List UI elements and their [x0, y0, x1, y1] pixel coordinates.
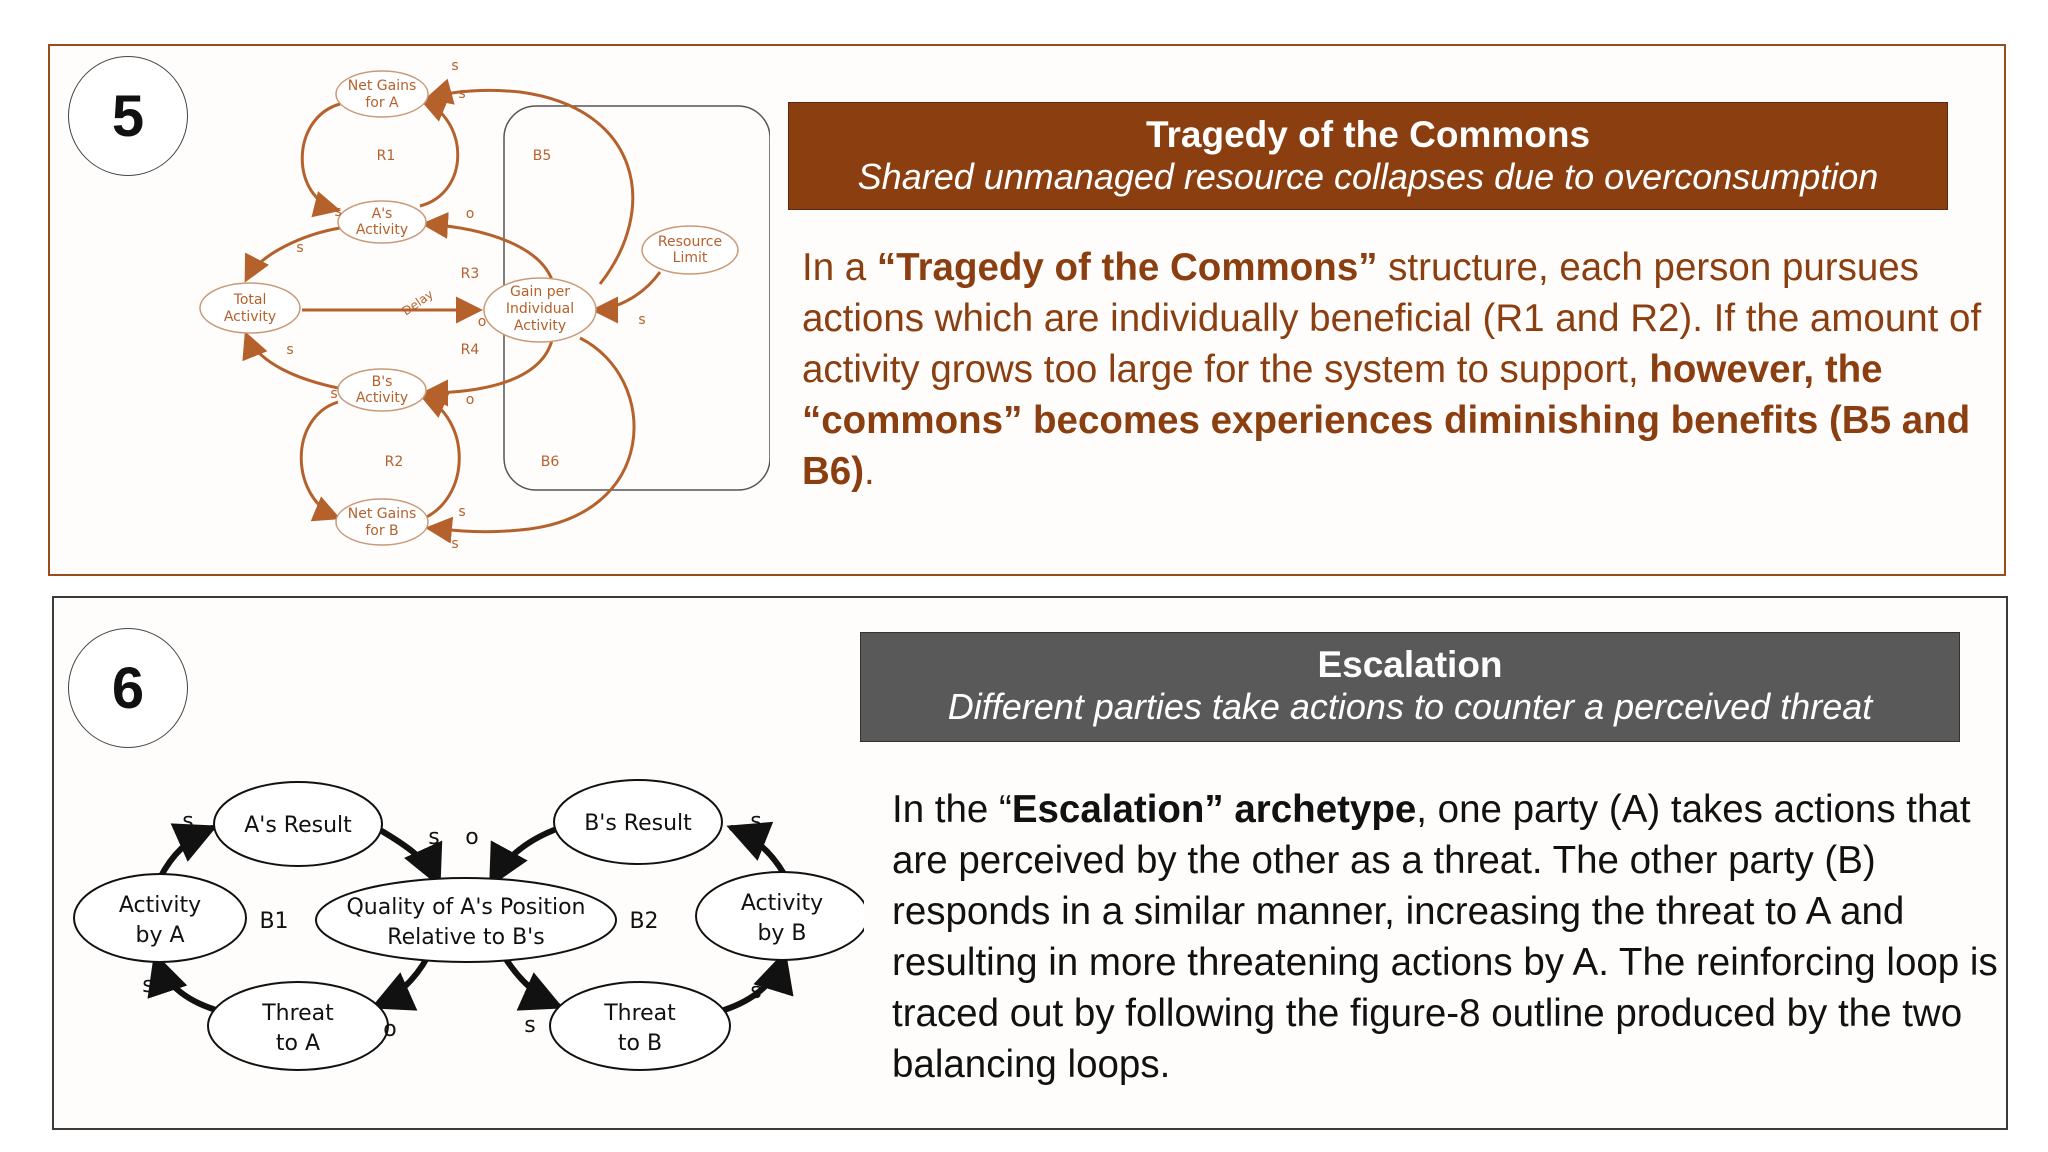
delay-label: Delay	[399, 287, 436, 319]
activity-b-label-2: by B	[757, 921, 807, 946]
pol-10: o	[465, 392, 475, 408]
loop-r1: R1	[376, 148, 396, 164]
b-activity-label-2: Activity	[355, 390, 409, 406]
quality-label-2: Relative to B's	[387, 925, 545, 950]
pol-9: s	[330, 386, 338, 402]
tragedy-title: Tragedy of the Commons	[1145, 114, 1591, 155]
escalation-desc-bold-1: Escalation” archetype	[1011, 788, 1417, 831]
gain-per-label-3: Activity	[513, 318, 567, 334]
total-activity-label-1: Total	[233, 292, 267, 308]
esc-pol-8: s	[750, 979, 762, 1004]
pol-8: s	[286, 342, 294, 358]
net-gains-a-label-2: for A	[365, 95, 399, 111]
link-quality-to-threat-b	[504, 956, 558, 1006]
pol-7: s	[638, 312, 646, 328]
tragedy-desc-part-3: .	[864, 450, 875, 493]
total-activity-label-2: Activity	[223, 309, 277, 325]
pol-3: s	[334, 204, 342, 220]
b-activity-label-1: B's	[371, 374, 393, 390]
link-b-activity-to-net-gains-b	[301, 402, 338, 518]
pol-6: o	[477, 314, 487, 330]
pol-1: s	[451, 58, 459, 74]
tragedy-of-commons-panel	[48, 44, 2006, 576]
esc-pol-4: s	[750, 809, 762, 834]
tragedy-of-commons-diagram	[190, 48, 770, 573]
threat-b-label-2: to B	[617, 1031, 663, 1056]
resource-limit-label-1: Resource	[657, 234, 723, 250]
tragedy-description	[802, 242, 1982, 497]
esc-pol-2: s	[428, 825, 440, 850]
escalation-desc-part-2: , one party (A) takes actions that are perceived by the other as a threat. The other party (B) responds in a similar manner, increasing the threat to A and resulting in more threatening actions by A. The reinforcing loop is traced out by following the figure-8 outline produced by the two balancing loops.	[892, 788, 1998, 1086]
escalation-description	[892, 784, 2012, 1090]
net-gains-b-label-1: Net Gains	[347, 506, 417, 522]
escalation-subtitle: Different parties take actions to counter a perceived threat	[947, 686, 1873, 727]
activity-a-label-1: Activity	[118, 893, 202, 918]
link-a-activity-to-total	[246, 228, 340, 280]
pol-4: o	[465, 206, 475, 222]
threat-a-label-2: to A	[275, 1031, 321, 1056]
link-net-gains-a-to-a-activity	[302, 104, 340, 210]
link-gain-to-b-activity	[424, 340, 552, 393]
panel-number-6: 6	[68, 628, 188, 748]
esc-pol-6: o	[383, 1017, 397, 1042]
pol-12: s	[451, 536, 459, 552]
esc-pol-1: s	[182, 809, 194, 834]
link-a-activity-to-net-gains-a	[420, 100, 458, 206]
escalation-desc-part-1: In the “	[892, 788, 1012, 831]
pol-11: s	[458, 504, 466, 520]
tragedy-desc-part-2: structure, each person pursues actions which are individually beneficial (R1 and R2). If the amount of activity grows too large for the system to support,	[802, 246, 1982, 391]
link-threat-a-to-activity-a	[156, 958, 216, 1010]
activity-b-label-1: Activity	[740, 891, 824, 916]
link-quality-to-threat-a	[376, 956, 428, 1006]
tragedy-desc-bold-2: however, the “commons” becomes experiences diminishing benefits (B5 and B6)	[802, 348, 1971, 493]
gain-per-label-2: Individual	[505, 301, 575, 317]
pol-2: s	[458, 86, 466, 102]
loop-b1: B1	[259, 909, 289, 934]
loop-b5: B5	[532, 148, 552, 164]
tragedy-desc-bold-1: “Tragedy of the Commons”	[876, 246, 1378, 289]
link-gain-to-net-gains-b-b6	[428, 338, 634, 532]
esc-pol-7: s	[524, 1013, 536, 1038]
link-gain-to-a-activity	[424, 224, 552, 280]
link-activity-a-to-a-result	[160, 828, 212, 878]
b-result-label: B's Result	[584, 811, 692, 836]
a-activity-label-2: Activity	[355, 222, 409, 238]
resource-limit-label-2: Limit	[672, 250, 708, 266]
loop-b6: B6	[540, 454, 560, 470]
threat-to-b-node	[550, 982, 730, 1070]
link-b-result-to-quality	[492, 830, 554, 882]
loop-b2: B2	[629, 909, 659, 934]
escalation-diagram	[64, 770, 864, 1120]
quality-label-1: Quality of A's Position	[346, 895, 586, 920]
tragedy-title-banner	[788, 102, 1948, 210]
activity-a-label-2: by A	[135, 923, 185, 948]
threat-to-a-node	[208, 982, 388, 1070]
pol-5: s	[296, 240, 304, 256]
a-result-label: A's Result	[244, 813, 352, 838]
net-gains-b-label-2: for B	[365, 523, 399, 539]
total-activity-node	[200, 283, 300, 333]
tragedy-subtitle: Shared unmanaged resource collapses due to overconsumption	[857, 156, 1879, 197]
threat-b-label-1: Threat	[604, 1001, 676, 1026]
esc-pol-3: o	[465, 825, 479, 850]
threat-a-label-1: Threat	[262, 1001, 334, 1026]
link-activity-b-to-b-result	[732, 828, 784, 874]
net-gains-a-label-1: Net Gains	[347, 78, 417, 94]
loop-r3: R3	[460, 266, 480, 282]
a-activity-label-1: A's	[371, 206, 393, 222]
panel-number-5: 5	[68, 56, 188, 176]
escalation-panel	[52, 596, 2008, 1130]
loop-r2: R2	[384, 454, 404, 470]
link-net-gains-b-to-b-activity	[420, 396, 459, 520]
escalation-title: Escalation	[1317, 644, 1503, 685]
loop-r4: R4	[460, 342, 480, 358]
tragedy-desc-part-1: In a	[802, 246, 877, 289]
activity-by-b-node	[696, 872, 864, 960]
activity-by-a-node	[74, 874, 246, 962]
gain-per-label-1: Gain per	[510, 284, 570, 300]
escalation-title-banner	[860, 632, 1960, 742]
esc-pol-5: s	[142, 973, 154, 998]
